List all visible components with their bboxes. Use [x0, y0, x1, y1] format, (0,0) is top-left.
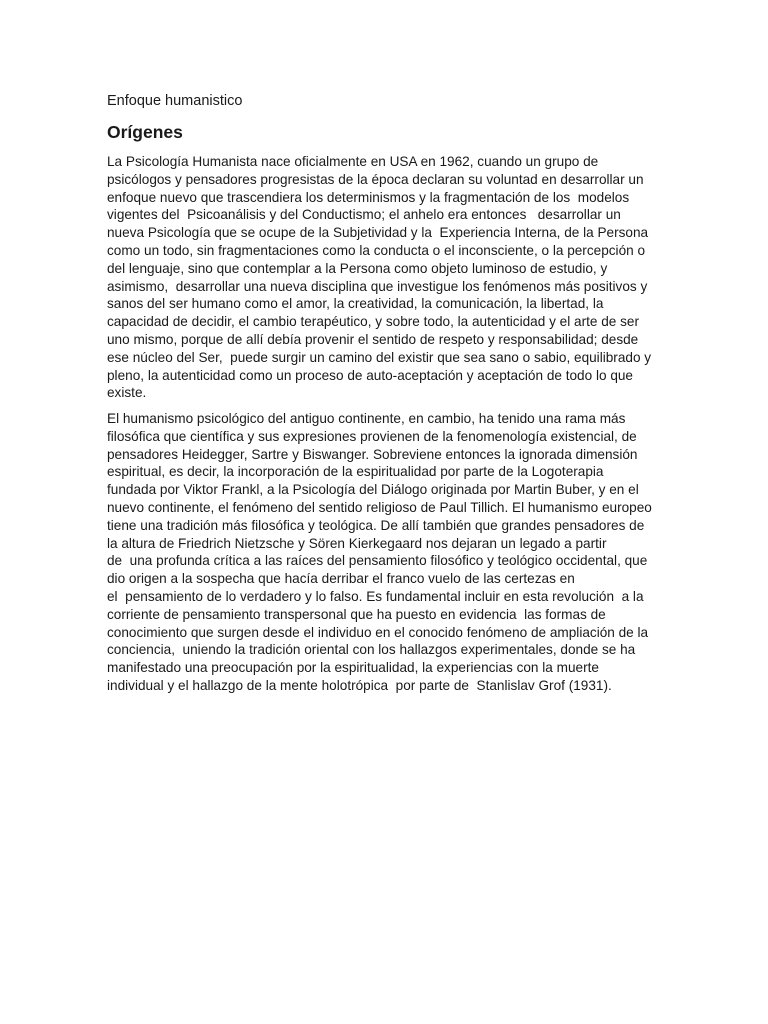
paragraph-line: ese núcleo del Ser, puede surgir un camino del existir que sea sano o sabio, equilibrado y: [107, 349, 652, 365]
paragraph-line: corriente de pensamiento transpersonal que ha puesto en evidencia las formas de: [107, 606, 606, 622]
paragraph-line: sanos del ser humano como el amor, la creatividad, la comunicación, la libertad, la: [107, 296, 604, 312]
paragraph-line: tiene una tradición más filosófica y teológica. De allí también que grandes pensadores de: [107, 517, 645, 533]
paragraph-2: [107, 410, 667, 695]
paragraph-line: vigentes del Psicoanálisis y del Conductismo; el anhelo era entonces desarrollar un: [107, 207, 621, 223]
paragraph-line: como un todo, sin fragmentaciones como la conducta o el inconsciente, o la percepción o: [107, 242, 646, 258]
paragraph-line: asimismo, desarrollar una nueva disciplina que investigue los fenómenos más positivos y: [107, 278, 648, 294]
paragraph-line: la altura de Friedrich Nietzsche y Sören Kierkegaard nos dejaran un legado a partir: [107, 535, 607, 551]
paragraph-line: dio origen a la sospecha que hacía derribar el franco vuelo de las certezas en: [107, 571, 575, 587]
paragraph-1: [107, 153, 667, 402]
paragraph-line: nueva Psicología que se ocupe de la Subjetividad y la Experiencia Interna, de la Persona: [107, 225, 649, 241]
paragraph-line: pleno, la autenticidad como un proceso de auto-aceptación y aceptación de todo lo que: [107, 367, 633, 383]
paragraph-line: el pensamiento de lo verdadero y lo falso. Es fundamental incluir en esta revolución a la: [107, 588, 644, 604]
paragraph-line: filosófica que científica y sus expresiones provienen de la fenomenología existencial, de: [107, 428, 637, 444]
paragraph-line: conocimiento que surgen desde el individuo en el conocido fenómeno de ampliación de la: [107, 624, 649, 640]
paragraph-line: uno mismo, porque de allí debía provenir el sentido de respeto y responsabilidad; desde: [107, 331, 639, 347]
paragraph-line: El humanismo psicológico del antiguo continente, en cambio, ha tenido una rama más: [107, 411, 626, 426]
paragraph-line: capacidad de decidir, el cambio terapéutico, y sobre todo, la autenticidad y el arte de ser: [107, 314, 639, 330]
section-heading: Orígenes: [107, 122, 183, 142]
paragraph-line: La Psicología Humanista nace oficialmente en USA en 1962, cuando un grupo de: [107, 154, 599, 169]
paragraph-line: psicólogos y pensadores progresistas de la época declaran su voluntad en desarrollar un: [107, 171, 644, 187]
paragraph-line: manifestado una preocupación por la espiritualidad, la experiencias con la muerte: [107, 660, 599, 676]
paragraph-line: existe.: [107, 385, 147, 401]
paragraph-line: del lenguaje, sino que contemplar a la Persona como objeto luminoso de estudio, y: [107, 260, 608, 276]
paragraph-line: pensadores Heidegger, Sartre y Biswanger. Sobreviene entonces la ignorada dimensión: [107, 446, 638, 462]
document-title: Enfoque humanistico: [107, 93, 243, 109]
paragraph-line: espiritual, es decir, la incorporación de la espiritualidad por parte de la Logoterapia: [107, 464, 604, 480]
paragraph-line: de una profunda crítica a las raíces del pensamiento filosófico y teológico occidental, que: [107, 553, 648, 569]
paragraph-line: conciencia, uniendo la tradición oriental con los hallazgos experimentales, donde se ha: [107, 642, 636, 658]
paragraph-line: enfoque nuevo que trascendiera los determinismos y la fragmentación de los modelos: [107, 189, 630, 205]
paragraph-line: individual y el hallazgo de la mente holotrópica por parte de Stanlislav Grof (1931).: [107, 677, 612, 693]
paragraph-line: nuevo continente, el fenómeno del sentido religioso de Paul Tillich. El humanismo europeo: [107, 499, 652, 515]
paragraph-line: fundada por Viktor Frankl, a la Psicología del Diálogo originada por Martin Buber, y en el: [107, 482, 639, 498]
